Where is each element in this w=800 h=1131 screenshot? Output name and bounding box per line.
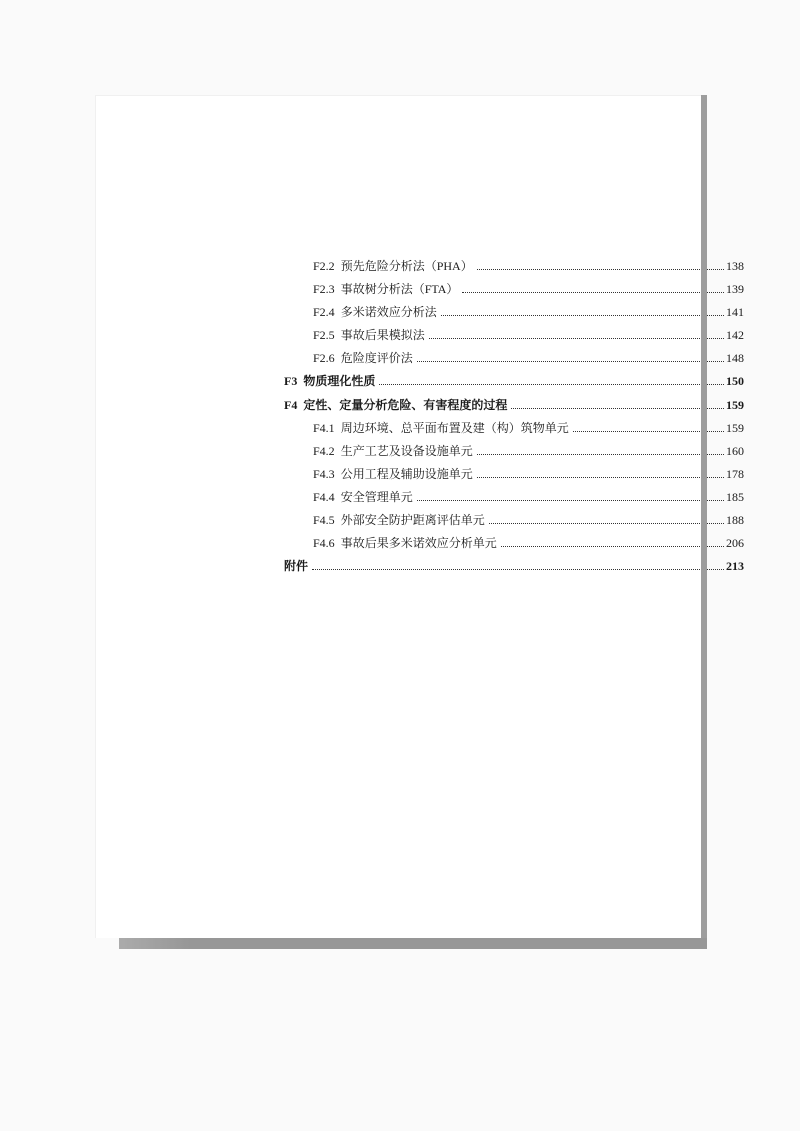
toc-entry-title: 事故后果模拟法 bbox=[340, 328, 425, 343]
toc-entry-title: 安全管理单元 bbox=[340, 489, 413, 504]
toc-entry-title: 事故树分析法（FTA） bbox=[340, 282, 459, 297]
toc-entry-title: 物质理化性质 bbox=[303, 374, 376, 389]
toc-entry-page: 213 bbox=[726, 559, 744, 574]
toc-entry-number: F4.1 bbox=[313, 420, 335, 435]
dot-leader bbox=[379, 384, 724, 385]
dot-leader bbox=[429, 338, 724, 339]
toc-entry-title: 周边环境、总平面布置及建（构）筑物单元 bbox=[340, 420, 569, 435]
toc-entry-number: F2.6 bbox=[313, 351, 335, 366]
toc-entry-title: 预先危险分析法（PHA） bbox=[340, 259, 473, 273]
toc-entry-number: F4.5 bbox=[313, 513, 335, 528]
toc-entry-number: F3 bbox=[284, 374, 298, 389]
toc-entry-f3[interactable] bbox=[284, 370, 744, 393]
toc-entry-f2.2[interactable] bbox=[284, 255, 744, 278]
toc-entry-number: F2.5 bbox=[313, 328, 335, 343]
toc-entry-page: 142 bbox=[726, 328, 744, 343]
page-shadow-bottom bbox=[119, 938, 707, 949]
dot-leader bbox=[489, 523, 724, 524]
dot-leader bbox=[441, 315, 724, 316]
toc-entry-f4.6[interactable] bbox=[284, 532, 744, 555]
dot-leader bbox=[501, 546, 724, 547]
toc-entry-page: 138 bbox=[726, 259, 744, 273]
dot-leader bbox=[312, 569, 724, 570]
toc-entry-f4.2[interactable] bbox=[284, 440, 744, 463]
toc-entry-number: F2.2 bbox=[313, 259, 335, 273]
toc-entry-title: 外部安全防护距离评估单元 bbox=[340, 513, 485, 528]
toc-entry-title: 定性、定量分析危险、有害程度的过程 bbox=[303, 397, 508, 412]
page-shadow-right bbox=[701, 95, 707, 949]
dot-leader bbox=[477, 454, 724, 455]
toc-entry-f2.3[interactable] bbox=[284, 278, 744, 301]
toc-entry-title: 多米诺效应分析法 bbox=[340, 305, 437, 320]
toc-entry-number: F2.4 bbox=[313, 305, 335, 320]
dot-leader bbox=[511, 408, 724, 409]
toc-entry-title: 公用工程及辅助设施单元 bbox=[340, 466, 473, 481]
dot-leader bbox=[477, 477, 724, 478]
dot-leader bbox=[417, 500, 724, 501]
toc-entry-title: 危险度评价法 bbox=[340, 351, 413, 366]
toc-entry-page: 150 bbox=[726, 374, 744, 389]
toc-entry-f2.6[interactable] bbox=[284, 347, 744, 370]
toc-entry-page: 159 bbox=[726, 420, 744, 435]
toc-entry-number: F4.6 bbox=[313, 536, 335, 551]
toc-entry-附件[interactable] bbox=[284, 555, 744, 578]
toc-entry-page: 178 bbox=[726, 466, 744, 481]
toc-entry-number: F4.2 bbox=[313, 443, 335, 458]
document-page bbox=[95, 95, 744, 938]
dot-leader bbox=[462, 292, 724, 293]
toc-entry-page: 141 bbox=[726, 305, 744, 320]
toc-entry-f4[interactable] bbox=[284, 394, 744, 417]
table-of-contents bbox=[284, 255, 744, 578]
toc-entry-page: 188 bbox=[726, 513, 744, 528]
toc-entry-number: F4.3 bbox=[313, 466, 335, 481]
toc-entry-f4.3[interactable] bbox=[284, 463, 744, 486]
dot-leader bbox=[417, 361, 724, 362]
toc-entry-page: 148 bbox=[726, 351, 744, 366]
toc-entry-f4.5[interactable] bbox=[284, 509, 744, 532]
toc-entry-title: 事故后果多米诺效应分析单元 bbox=[340, 536, 497, 551]
toc-entry-number: F4 bbox=[284, 397, 298, 412]
toc-entry-f4.4[interactable] bbox=[284, 486, 744, 509]
toc-entry-title: 附件 bbox=[284, 559, 309, 574]
toc-entry-f2.4[interactable] bbox=[284, 301, 744, 324]
toc-entry-page: 159 bbox=[726, 397, 744, 412]
toc-entry-page: 160 bbox=[726, 443, 744, 458]
dot-leader bbox=[477, 269, 724, 270]
toc-entry-page: 185 bbox=[726, 489, 744, 504]
toc-entry-page: 139 bbox=[726, 282, 744, 297]
toc-entry-page: 206 bbox=[726, 536, 744, 551]
toc-entry-f2.5[interactable] bbox=[284, 324, 744, 347]
toc-entry-f4.1[interactable] bbox=[284, 417, 744, 440]
toc-entry-title: 生产工艺及设备设施单元 bbox=[340, 443, 473, 458]
toc-entry-number: F2.3 bbox=[313, 282, 335, 297]
toc-entry-number: F4.4 bbox=[313, 489, 335, 504]
